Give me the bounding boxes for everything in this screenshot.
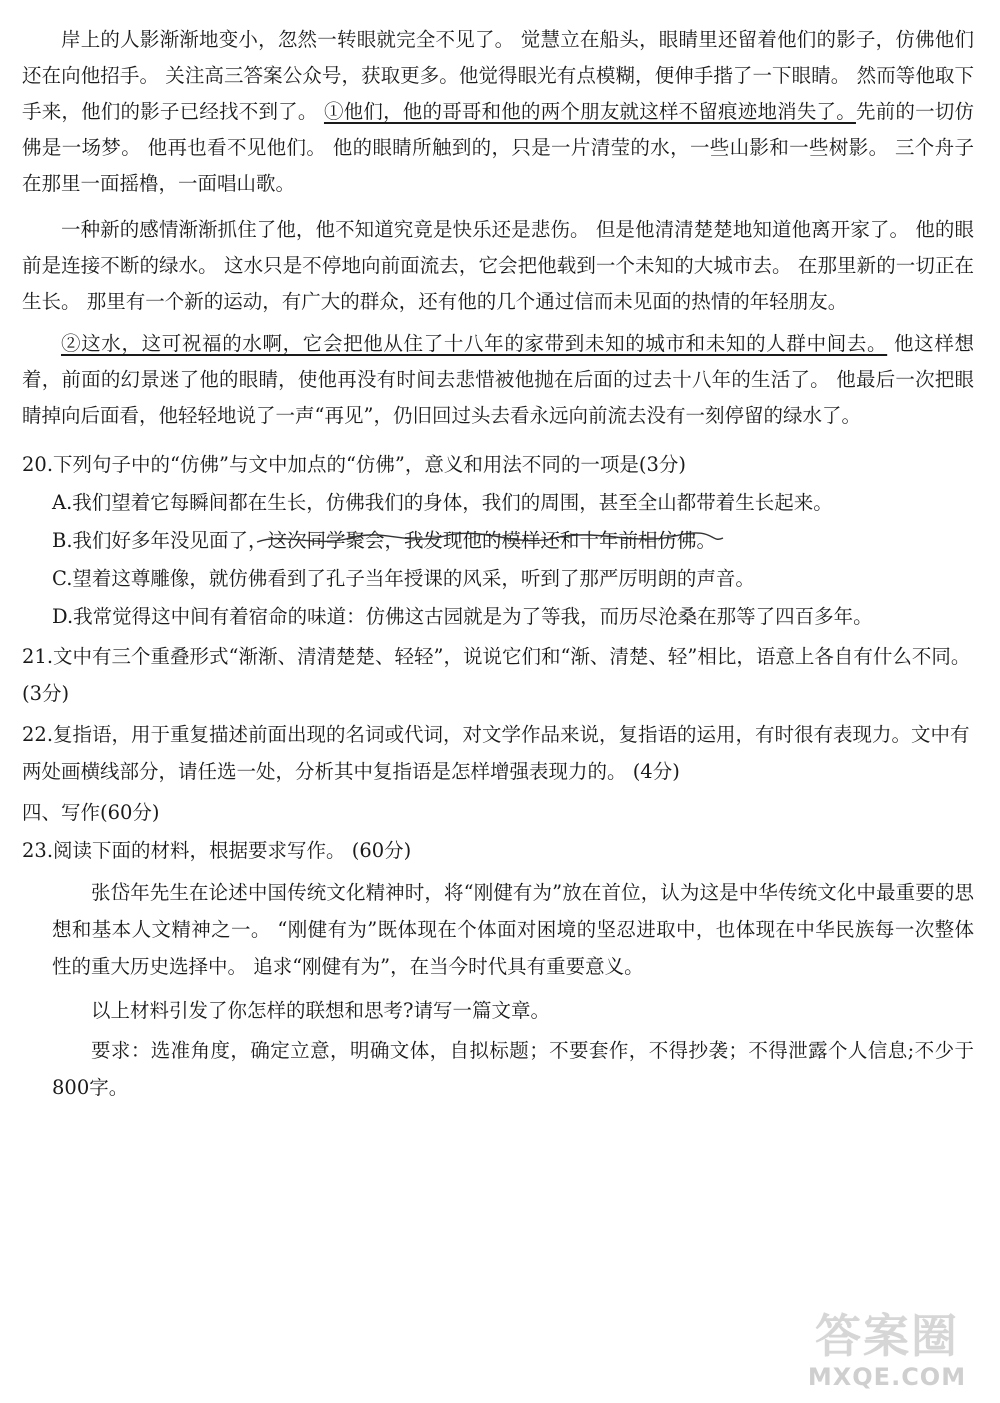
passage-p1-text: 岸上的人影渐渐地变小，忽然一转眼就完全不见了。 觉慧立在船头，眼睛里还留着他们的影子，仿佛他们还在向他招手。 关注高三答案公众号，获取更多。他觉得眼光有点模糊，便伸手揩了一下眼睛。 然而等他取下手来，他们的影子已经找不到了。 (22, 28, 974, 123)
option-c: C.望着这尊雕像，就仿佛看到了孔子当年授课的风采，听到了那严厉明朗的声音。 (52, 567, 755, 590)
question-22: 22.复指语，用于重复描述前面出现的名词或代词，对文学作品来说，复指语的运用，有时很有表现力。文中有两处画横线部分，请任选一处，分析其中复指语是怎样增强表现力的。 (4分) (22, 723, 970, 783)
watermark-url: MXQE.COM (807, 1363, 967, 1391)
question-23-stem: 23.阅读下面的材料，根据要求写作。 (60分) (22, 839, 412, 862)
passage-p3-tail: 他这样想着，前面的幻景迷了他的眼睛，使他再没有时间去悲惜被他抛在后面的过去十八年的生活了。 他最后一次把眼睛掉向后面看，他轻轻地说了一声“再见”，仍旧回过头去看永远向前流去没有一刻停留的绿水了。 (22, 332, 974, 427)
question-23-requirements: 要求：选准角度，确定立意，明确文体，自拟标题；不要套作，不得抄袭；不得泄露个人信息;不少于 800字。 (52, 1039, 974, 1099)
passage-paragraph-1 (22, 22, 974, 202)
underlined-sentence-2: ②这水，这可祝福的水啊，它会把他从住了十八年的家带到未知的城市和未知的人群中间去。 (61, 332, 888, 355)
handwritten-scribble (255, 526, 725, 550)
watermark-logo: 答案圈 (815, 1309, 959, 1363)
question-20-stem: 20.下列句子中的“仿佛”与文中加点的“仿佛”，意义和用法不同的一项是(3分) (22, 453, 687, 476)
option-d: D.我常觉得这中间有着宿命的味道：仿佛这古园就是为了等我，而历尽沧桑在那等了四百多年。 (52, 605, 873, 628)
passage-paragraph-2: 一种新的感情渐渐抓住了他，他不知道究竟是快乐还是悲伤。 但是他清清楚楚地知道他离开家了。 他的眼前是连接不断的绿水。 这水只是不停地向前面流去，它会把他载到一个未知的大城市去。 在那里新的一切正在生长。 那里有一个新的运动，有广大的群众，还有他的几个通过信而未见面的热情的年轻朋友。 (22, 218, 974, 313)
question-23-prompt: 以上材料引发了你怎样的联想和思考?请写一篇文章。 (91, 999, 550, 1022)
option-b: B.我们好多年没见面了，这次同学聚会，我发现他的模样还和十年前相仿佛。 (52, 529, 717, 552)
passage-paragraph-3 (22, 326, 974, 434)
passage-p1-tail: 先前的一切仿佛是一场梦。 他再也看不见他们。 他的眼睛所触到的，只是一片清莹的水，一些山影和一些树影。 三个舟子在那里一面摇橹，一面唱山歌。 (22, 100, 974, 195)
question-20-options (52, 484, 974, 636)
watermark (792, 1309, 982, 1391)
section-4-heading: 四、写作(60分) (22, 801, 160, 824)
question-21: 21.文中有三个重叠形式“渐渐、清清楚楚、轻轻”，说说它们和“渐、清楚、轻”相比，语意上各自有什么不同。(3分) (22, 645, 971, 705)
underlined-sentence-1: ①他们，他的哥哥和他的两个朋友就这样不留痕迹地消失了。 (323, 100, 856, 123)
question-23-material: 张岱年先生在论述中国传统文化精神时，将“刚健有为”放在首位，认为这是中华传统文化中最重要的思想和基本人文精神之一。 “刚健有为”既体现在个体面对困境的坚忍进取中，也体现在中华民族每一次整体性的重大历史选择中。 追求“刚健有为”，在当今时代具有重要意义。 (52, 881, 974, 978)
option-a: A.我们望着它每瞬间都在生长，仿佛我们的身体，我们的周围，甚至全山都带着生长起来。 (52, 491, 833, 514)
